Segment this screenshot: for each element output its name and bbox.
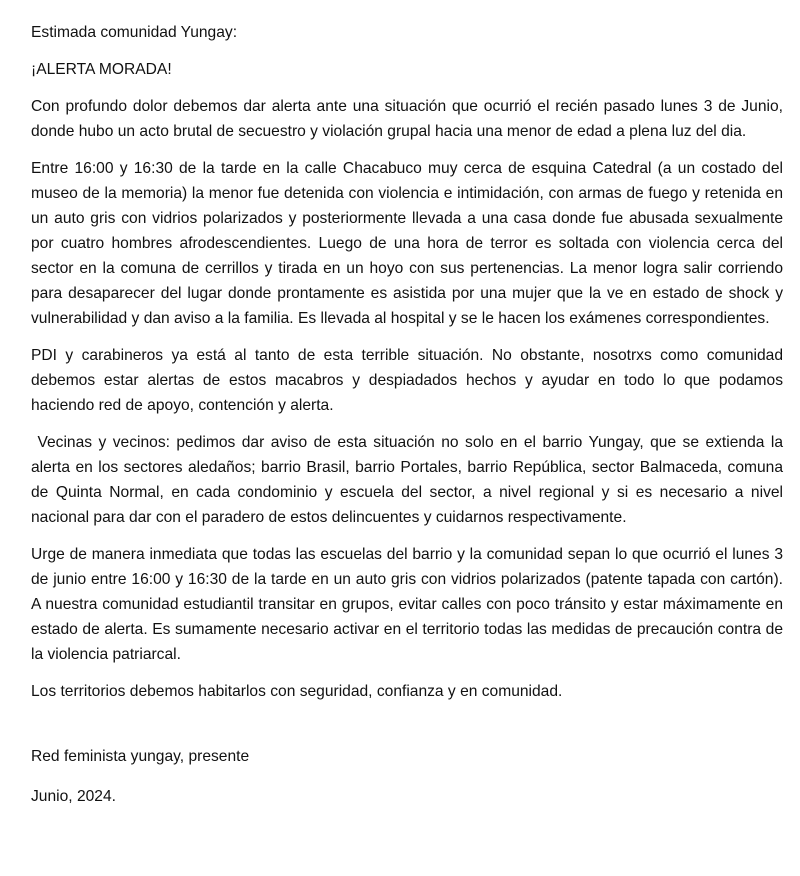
paragraph-4: Vecinas y vecinos: pedimos dar aviso de esta situación no solo en el barrio Yungay, que se extienda la alerta en los sectores aledaños; barrio Brasil, barrio Portales, barrio República, sector Balmaceda, comuna de Quinta Normal, en cada condominio y escuela del sector, a nivel regional y si es necesario a nivel nacional para dar con el paradero de estos delincuentes y cuidarnos respectivamente. (31, 434, 788, 526)
paragraph-1: Con profundo dolor debemos dar alerta ante una situación que ocurrió el recién pasado lunes 3 de Junio, donde hubo un acto brutal de secuestro y violación grupal hacia una menor de edad a plena luz del dia. (31, 98, 783, 140)
paragraph-5: Urge de manera inmediata que todas las escuelas del barrio y la comunidad sepan lo que ocurrió el lunes 3 de junio entre 16:00 y 16:30 de la tarde en un auto gris con vidrios polarizados (patente tapada con cartón). A nuestra comunidad estudiantil transitar en grupos, evitar calles con poco tránsito y estar máximamente en estado de alerta. Es sumamente necesario activar en el territorio todas las medidas de precaución contra de la violencia patriarcal. (31, 546, 783, 663)
letter-document (31, 20, 788, 809)
paragraph-3: PDI y carabineros ya está al tanto de esta terrible situación. No obstante, nosotrxs como comunidad debemos estar alertas de estos macabros y despiadados hechos y ayudar en todo lo que podamos haciendo red de apoyo, contención y alerta. (31, 347, 783, 414)
paragraph-2: Entre 16:00 y 16:30 de la tarde en la calle Chacabuco muy cerca de esquina Catedral (a un costado del museo de la memoria) la menor fue detenida con violencia e intimidación, con armas de fuego y retenida en un auto gris con vidrios polarizados y posteriormente llevada a una casa donde fue abusada sexualmente por cuatro hombres afrodescendientes. Luego de una hora de terror es soltada con violencia cerca del sector en la comuna de cerrillos y tirada en un hoyo con sus pertenencias. La menor logra salir corriendo para desaparecer del lugar donde prontamente es asistida por una mujer que la ve en estado de shock y vulnerabilidad y dan aviso a la familia. Es llevada al hospital y se le hacen los exámenes correspondientes. (31, 160, 783, 327)
paragraph-6: Los territorios debemos habitarlos con seguridad, confianza y en comunidad. (31, 683, 563, 700)
letter-date: Junio, 2024. (31, 788, 116, 805)
signature: Red feminista yungay, presente (31, 748, 250, 765)
alert-title: ¡ALERTA MORADA! (31, 61, 172, 78)
letter-greeting: Estimada comunidad Yungay: (31, 24, 238, 41)
